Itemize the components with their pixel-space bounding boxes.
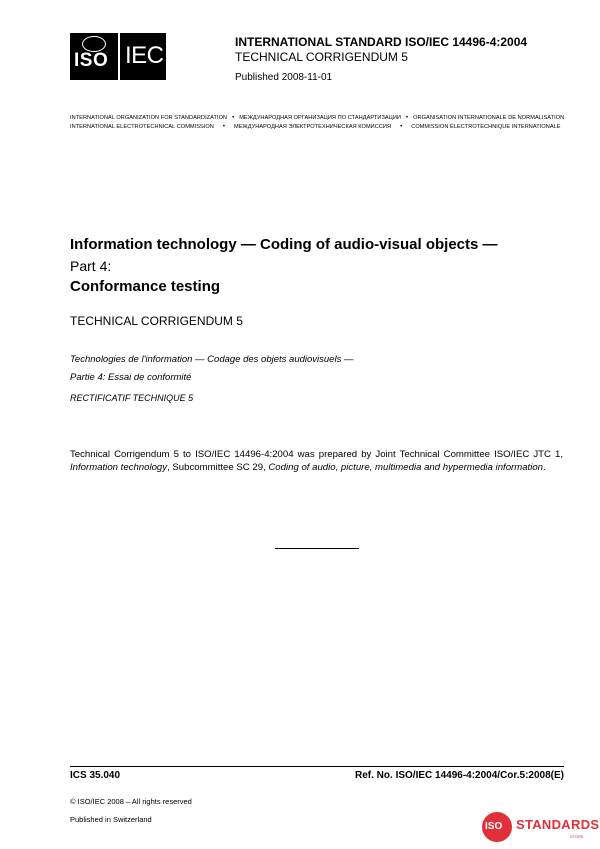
iec-logo-text: IEC <box>125 42 164 69</box>
body-text-italic-1: Information technology <box>70 461 168 473</box>
body-text-1: Technical Corrigendum 5 to ISO/IEC 14496-4:2004 was prepared by Joint Technical Committee ISO/IEC JTC 1, <box>70 449 563 460</box>
technical-corrigendum-heading: TECHNICAL CORRIGENDUM 5 <box>70 314 243 328</box>
french-corrigendum: RECTIFICATIF TECHNIQUE 5 <box>70 393 194 403</box>
org-iec-fr: COMMISSION ÉLECTROTECHNIQUE INTERNATIONALE <box>411 124 561 130</box>
published-date: Published 2008-11-01 <box>235 72 333 83</box>
separator: • <box>232 115 235 121</box>
french-part: Partie 4: Essai de conformité <box>70 372 192 383</box>
separator: • <box>400 124 403 130</box>
iec-logo <box>120 33 166 80</box>
iso-logo-text: ISO <box>74 50 109 71</box>
corrigendum-label: TECHNICAL CORRIGENDUM 5 <box>235 50 408 64</box>
iso-logo <box>70 33 118 80</box>
copyright: © ISO/IEC 2008 – All rights reserved <box>70 797 192 806</box>
french-title: Technologies de l'information — Codage des objets audiovisuels — <box>70 354 354 365</box>
org-iso-fr: ORGANISATION INTERNATIONALE DE NORMALISATION <box>413 115 565 121</box>
part-number: Part 4: <box>70 258 112 274</box>
ics-code: ICS 35.040 <box>70 770 121 781</box>
body-paragraph <box>70 449 563 474</box>
body-text-2: , Subcommittee SC 29, <box>167 461 269 473</box>
reference-number: Ref. No. ISO/IEC 14496-4:2004/Cor.5:2008(E) <box>355 770 564 781</box>
iso-iec-logo <box>70 33 166 80</box>
published-location: Published in Switzerland <box>70 815 152 824</box>
org-iec-en: INTERNATIONAL ELECTROTECHNICAL COMMISSION <box>70 124 214 130</box>
divider-line <box>275 548 359 549</box>
org-iso-ru: МЕЖДУНАРОДНАЯ ОРГАНИЗАЦИЯ ПО СТАНДАРТИЗАЦИИ <box>239 115 401 121</box>
body-text-3: . <box>543 461 546 473</box>
iso-circle-icon <box>482 812 512 842</box>
separator: • <box>405 115 409 121</box>
footer-rule <box>70 766 564 767</box>
separator: • <box>222 124 226 130</box>
standard-title: INTERNATIONAL STANDARD ISO/IEC 14496-4:2004 <box>235 35 528 49</box>
part-title: Conformance testing <box>70 278 221 295</box>
org-iso-en: INTERNATIONAL ORGANIZATION FOR STANDARDIZATION <box>70 115 228 121</box>
stamp-standards-text: STANDARDS <box>516 817 600 832</box>
org-iec-ru: МЕЖДУНАРОДНАЯ ЭЛЕКТРОТЕХНИЧЕСКАЯ КОМИССИЯ <box>234 124 392 130</box>
organization-line-2 <box>70 124 561 130</box>
body-text-italic-2: Coding of audio, picture, multimedia and hypermedia information <box>268 461 544 473</box>
iso-standards-store-logo <box>482 812 600 844</box>
organization-line-1 <box>70 115 564 121</box>
document-title: Information technology — Coding of audio-visual objects — <box>70 236 498 253</box>
stamp-iso-text: ISO <box>485 821 503 832</box>
stamp-store-text: STORE <box>570 834 584 839</box>
